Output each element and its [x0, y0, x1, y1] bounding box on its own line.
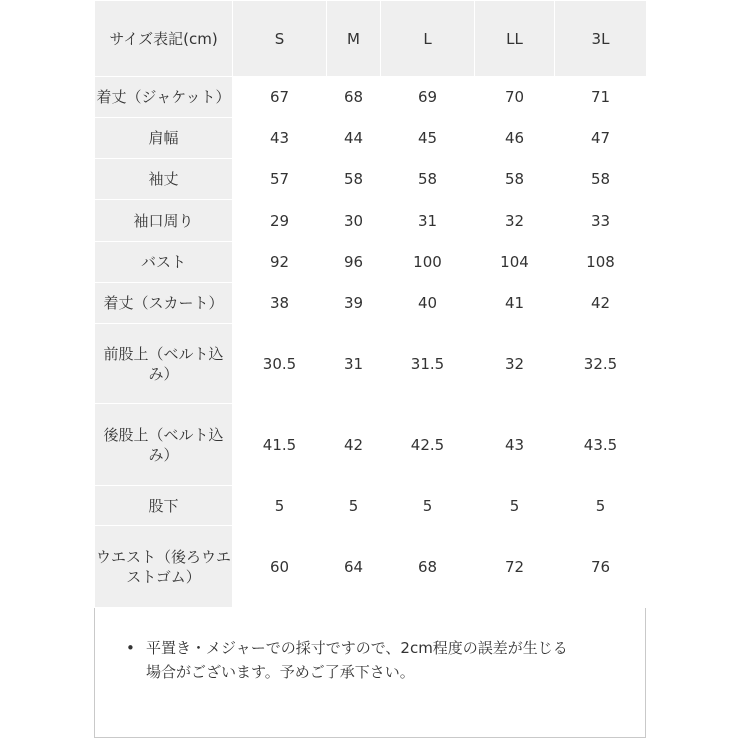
- header-size-s: S: [233, 1, 327, 77]
- table-row: [95, 200, 647, 242]
- cell-value: 38: [233, 283, 327, 324]
- cell-value: 72: [475, 526, 555, 608]
- cell-value: 76: [555, 526, 647, 608]
- row-label: 袖口周り: [95, 200, 233, 242]
- cell-value: 47: [555, 118, 647, 159]
- cell-value: 32.5: [555, 324, 647, 404]
- cell-value: 43.5: [555, 404, 647, 486]
- cell-value: 46: [475, 118, 555, 159]
- table-row: [95, 404, 647, 486]
- cell-value: 5: [327, 486, 381, 526]
- cell-value: 40: [381, 283, 475, 324]
- cell-value: 43: [475, 404, 555, 486]
- table-row: [95, 159, 647, 200]
- cell-value: 31: [327, 324, 381, 404]
- note-line2: 場合がございます。予めご了承下さい。: [146, 663, 415, 681]
- row-label: 袖丈: [95, 159, 233, 200]
- row-label: 肩幅: [95, 118, 233, 159]
- cell-value: 32: [475, 324, 555, 404]
- cell-value: 100: [381, 242, 475, 283]
- cell-value: 58: [555, 159, 647, 200]
- cell-value: 64: [327, 526, 381, 608]
- row-label-line2: ストゴム）: [126, 567, 201, 586]
- cell-value: 44: [327, 118, 381, 159]
- cell-value: 42: [327, 404, 381, 486]
- table-row: [95, 242, 647, 283]
- cell-value: 96: [327, 242, 381, 283]
- cell-value: 5: [555, 486, 647, 526]
- row-label-line1: 後股上（ベルト込: [103, 425, 224, 444]
- cell-value: 108: [555, 242, 647, 283]
- cell-value: 68: [381, 526, 475, 608]
- cell-value: 30.5: [233, 324, 327, 404]
- table-row: [95, 486, 647, 526]
- table-header-row: [95, 1, 647, 77]
- row-label: 股下: [95, 486, 233, 526]
- row-label-line1: ウエスト（後ろウエ: [95, 547, 231, 566]
- cell-value: 41.5: [233, 404, 327, 486]
- cell-value: 67: [233, 77, 327, 118]
- row-label: [95, 526, 233, 608]
- header-size-ll: LL: [475, 1, 555, 77]
- header-size-m: M: [327, 1, 381, 77]
- cell-value: 32: [475, 200, 555, 242]
- table-row: [95, 77, 647, 118]
- cell-value: 42.5: [381, 404, 475, 486]
- header-label: サイズ表記(cm): [95, 1, 233, 77]
- row-label: 着丈（ジャケット）: [95, 77, 233, 118]
- cell-value: 69: [381, 77, 475, 118]
- table-row: [95, 324, 647, 404]
- cell-value: 57: [233, 159, 327, 200]
- cell-value: 70: [475, 77, 555, 118]
- row-label: [95, 404, 233, 486]
- cell-value: 45: [381, 118, 475, 159]
- row-label-line1: 前股上（ベルト込: [103, 344, 224, 363]
- row-label: バスト: [95, 242, 233, 283]
- cell-value: 42: [555, 283, 647, 324]
- header-size-3l: 3L: [555, 1, 647, 77]
- cell-value: 5: [475, 486, 555, 526]
- cell-value: 58: [381, 159, 475, 200]
- cell-value: 5: [381, 486, 475, 526]
- bullet-icon: •: [126, 639, 135, 657]
- table-row: [95, 526, 647, 608]
- cell-value: 31: [381, 200, 475, 242]
- cell-value: 39: [327, 283, 381, 324]
- row-label: [95, 324, 233, 404]
- note-line1: 平置き・メジャーでの採寸ですので、2cm程度の誤差が生じる: [146, 639, 568, 657]
- row-label-line2: み）: [148, 364, 179, 383]
- cell-value: 58: [327, 159, 381, 200]
- cell-value: 92: [233, 242, 327, 283]
- cell-value: 71: [555, 77, 647, 118]
- header-size-l: L: [381, 1, 475, 77]
- cell-value: 33: [555, 200, 647, 242]
- row-label-line2: み）: [148, 445, 179, 464]
- cell-value: 68: [327, 77, 381, 118]
- cell-value: 41: [475, 283, 555, 324]
- cell-value: 104: [475, 242, 555, 283]
- cell-value: 5: [233, 486, 327, 526]
- size-table: [94, 0, 647, 608]
- cell-value: 30: [327, 200, 381, 242]
- row-label: 着丈（スカート）: [95, 283, 233, 324]
- table-row: [95, 118, 647, 159]
- cell-value: 60: [233, 526, 327, 608]
- measurement-note: [126, 636, 626, 684]
- note-text: [126, 636, 626, 684]
- cell-value: 43: [233, 118, 327, 159]
- cell-value: 31.5: [381, 324, 475, 404]
- cell-value: 58: [475, 159, 555, 200]
- table-row: [95, 283, 647, 324]
- cell-value: 29: [233, 200, 327, 242]
